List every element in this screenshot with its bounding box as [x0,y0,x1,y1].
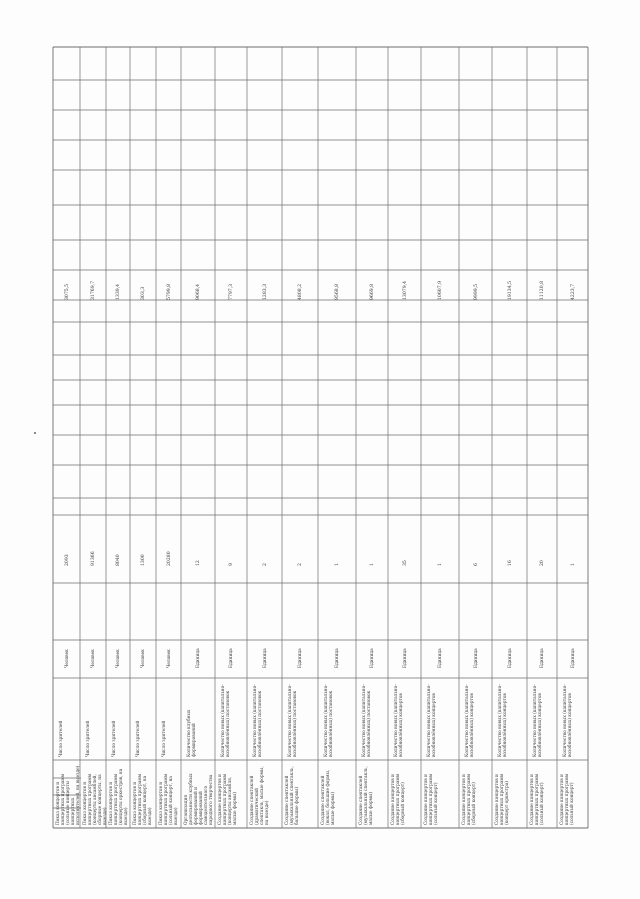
row-description: Показ концертов и концертных программ (сборный концерт, на выезде) [133,773,153,825]
row-value: 5799,8 [166,283,172,300]
row-unit: Единица [335,648,340,668]
row-indicator: Число зрителей [59,720,64,757]
row-quantity: 1 [370,563,375,566]
row-value: 9999,5 [473,283,479,300]
row-indicator: Количество новых (капитально-возобновлённых) постановок [362,684,372,757]
row-quantity: 1300 [141,554,146,566]
row-unit: Единица [570,648,576,668]
row-value: 9568,8 [335,283,340,300]
row-value: 19134,5 [507,281,513,300]
row-quantity: 91366 [91,551,96,566]
row-value: 9068,4 [196,283,201,300]
row-description: Создание концертов и концертных программ (сольный концерт) [424,773,439,825]
row-value: 31769,7 [91,281,96,300]
row-value: 1339,4 [116,283,121,300]
row-description: Создание спектаклей (музыкальный спектакль, малые формы) [359,766,374,825]
row-description: Показ концертов и концертных программ (сольный концерт, на выезде) [159,773,179,825]
row-description: Создание спектаклей (музыкальный спектакль, большие формы) [285,766,300,825]
row-value: 10607,9 [438,281,443,300]
row-description: Создание концертов и концертных программ (сборный концерт) [462,773,477,825]
row-unit: Единица [196,648,201,668]
row-quantity: 6 [473,563,479,566]
row-unit: Единица [507,648,513,668]
row-quantity: 2093 [64,554,70,566]
row-unit: Единица [473,648,479,668]
row-indicator: Количество новых (капитально-возобновлённых) концертов [533,684,543,757]
row-quantity: 20 [540,560,545,566]
row-indicator: Количество новых (капитально-возобновлённых) постановок [253,684,263,757]
row-unit: Человек [141,649,146,668]
row-indicator: Количество новых (капитально-возобновлённых) постановок [288,684,298,757]
row-indicator: Количество новых (капитально-возобновлённых) концертов [563,684,573,757]
row-description: Создание концертов и концертных программ (сборный концерт) [391,773,406,825]
row-indicator: Число зрителей [136,720,141,757]
row-quantity: 8040 [116,554,121,566]
row-indicator: Число зрителей [86,720,91,757]
row-description: Создание спектаклей (вокал, большие формы, малые формы) [321,769,336,825]
row-indicator: Количество новых (капитально-возобновлённых) постановок [324,684,334,757]
scan-speck [34,432,36,434]
row-description: Организация деятельности клубных формирований и формирований самодеятельного народного творчества [184,773,214,825]
row-indicator: Количество новых (капитально-возобновлённых) постановок [221,684,231,757]
row-value: 9669,8 [370,283,375,300]
row-unit: Единица [438,648,443,668]
row-description: Создание концертов и концертных программ (концерты ансамбля, малые формы) [218,773,238,825]
row-quantity: 2 [298,563,303,566]
row-quantity: 1 [438,563,443,566]
row-quantity: 16 [507,560,513,566]
row-value: 4223,7 [570,283,576,300]
row-indicator: Количество новых (капитально-возобновлённых) концертов [427,684,437,757]
row-unit: Единица [402,648,408,668]
row-unit: Единица [229,648,234,668]
row-description: Создание концертов и концертных программ (концерт оркестра) [495,773,510,825]
row-unit: Единица [540,648,545,668]
row-description: Показ концертов и концертных программ (концерты оркестров, на выезде) [109,768,129,825]
row-description: Создание концертов и концертных программ (сольный концерт) [560,773,575,825]
row-unit: Единица [298,648,303,668]
row-quantity: 20280 [166,551,172,566]
row-description: Создание концертов и концертных программ (сольный концерт) [530,773,545,825]
row-description: Показ концертов и концертных программ (концерты ансамблей, сборные концерты, на выезде) [83,773,108,825]
row-value: 1283,3 [262,283,268,300]
row-value: 3075,5 [64,283,70,300]
row-value: 13079,4 [402,281,408,300]
row-unit: Единица [370,648,375,668]
row-quantity: 12 [196,560,201,566]
row-quantity: 35 [402,560,408,566]
row-value: 11120,8 [540,281,545,300]
row-unit: Человек [64,649,70,668]
row-description: Создание спектаклей (драматический спектакль, малые формы, на выезде) [250,766,270,825]
row-unit: Единица [262,648,268,668]
row-indicator: Количество новых (капитально-возобновлённых) концертов [394,684,404,757]
row-indicator: Число зрителей [112,720,117,757]
row-indicator: Количество клубных формирований [187,709,197,757]
row-indicator: Количество новых (капитально-возобновлённых) концертов [498,684,508,757]
row-description: Показ концертов и концертных программ (сольные концерты концертных исполнителей, на выезде) [56,765,81,825]
row-value: 303,3 [141,286,146,300]
row-indicator: Количество новых (капитально-возобновлённых) концертов [465,684,475,757]
row-quantity: 1 [335,563,340,566]
row-unit: Человек [166,649,172,668]
row-quantity: 1 [570,563,576,566]
row-quantity: 2 [262,563,268,566]
row-unit: Человек [91,649,96,668]
row-unit: Человек [116,649,121,668]
row-value: 4808,2 [298,283,303,300]
row-indicator: Число зрителей [162,720,167,757]
row-value: 7797,3 [229,283,234,300]
row-quantity: 9 [229,563,234,566]
